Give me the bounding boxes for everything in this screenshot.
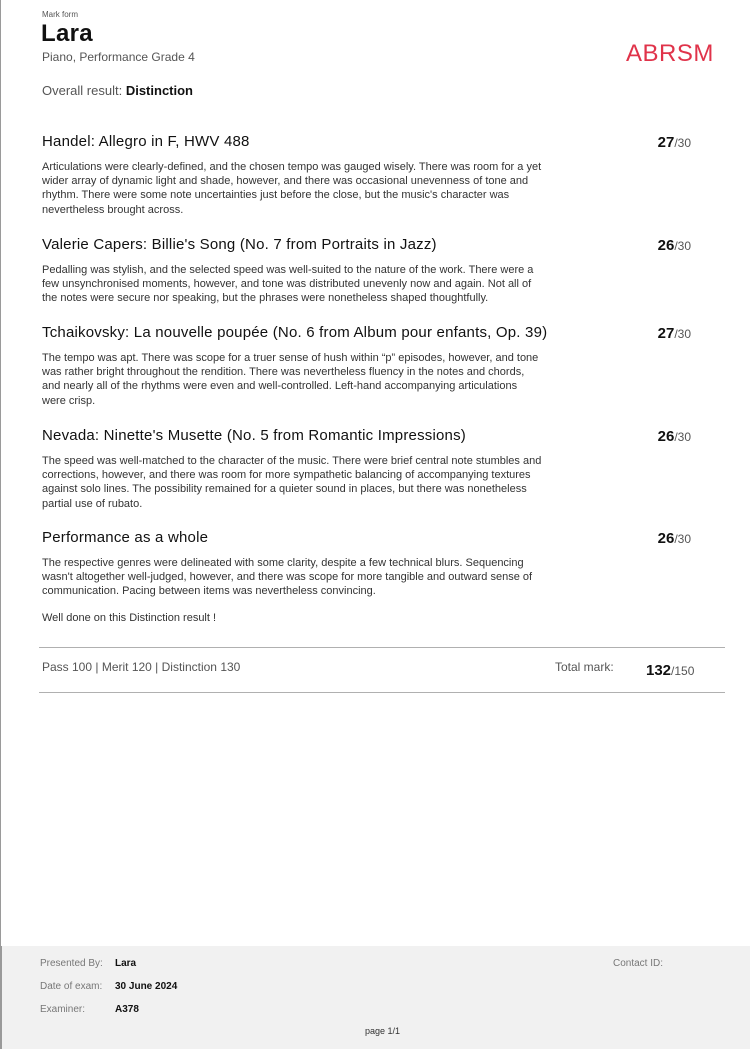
- closing-remark: Well done on this Distinction result !: [42, 612, 217, 624]
- exam-subject: Piano, Performance Grade 4: [42, 50, 195, 64]
- piece-section: [42, 427, 702, 511]
- piece-title: Performance as a whole: [42, 529, 209, 546]
- piece-score: 26: [657, 530, 675, 547]
- grade-thresholds: Pass 100 | Merit 120 | Distinction 130: [42, 660, 241, 674]
- piece-score: 27: [657, 325, 675, 342]
- piece-title: Valerie Capers: Billie's Song (No. 7 from Portraits in Jazz): [42, 236, 437, 253]
- page-number: page 1/1: [365, 1026, 401, 1036]
- piece-comment: The respective genres were delineated with some clarity, despite a few technical blurs. Sequencing wasn't altogether well-judged, however, and there was scope for more tangible and outward sense of communication. Pacing between items was nevertheless convincing.: [42, 557, 533, 598]
- piece-comment: Pedalling was stylish, and the selected speed was well-suited to the nature of the work. There were a few unsynchronised moments, however, and tone was distributed unevenly now and again. Not all of the notes were secure nor speaking, but the phrases were nonetheless shaped thoughtfully.: [42, 264, 534, 305]
- abrsm-logo: ABRSM: [626, 40, 714, 67]
- divider: [39, 692, 725, 693]
- piece-mark: [658, 530, 691, 547]
- piece-section: [42, 133, 702, 217]
- piece-mark: [658, 428, 691, 445]
- piece-comment: The speed was well-matched to the character of the music. There were brief central note stumbles and corrections, however, and there was room for more sympathetic balancing of accompanying textures against solo lines. The possibility remained for a quieter sound in places, but there was nonetheless partial use of rubato.: [42, 455, 542, 510]
- piece-section: [42, 324, 702, 408]
- overall-result-label: Overall result:: [42, 83, 123, 98]
- performance-section: [42, 529, 702, 599]
- piece-max-score: /30: [674, 430, 691, 444]
- piece-section: [42, 236, 702, 306]
- total-score: 132: [646, 662, 672, 679]
- examiner-label: Examiner:: [40, 1004, 86, 1015]
- footer: [1, 946, 750, 1049]
- piece-max-score: /30: [674, 327, 691, 341]
- piece-title: Tchaikovsky: La nouvelle poupée (No. 6 from Album pour enfants, Op. 39): [42, 324, 548, 341]
- total-mark: [646, 662, 694, 679]
- piece-score: 27: [657, 134, 675, 151]
- piece-max-score: /30: [674, 136, 691, 150]
- document-type-label: Mark form: [42, 10, 78, 19]
- piece-mark: [658, 134, 691, 151]
- piece-score: 26: [657, 237, 675, 254]
- exam-date-value: 30 June 2024: [115, 981, 178, 992]
- examiner-value: A378: [115, 1004, 139, 1015]
- piece-comment: Articulations were clearly-defined, and the chosen tempo was gauged wisely. There was room for a yet wider array of dynamic light and shade, however, and there was occasional unevenness of tone and rhythm. There were some note uncertainties just before the close, but the music's character was nevertheless brought across.: [42, 161, 542, 216]
- piece-title: Handel: Allegro in F, HWV 488: [42, 133, 250, 150]
- total-max-score: /150: [671, 664, 695, 678]
- total-mark-label: Total mark:: [555, 660, 614, 674]
- piece-comment: The tempo was apt. There was scope for a truer sense of hush within “p” episodes, however, and tone was rather bright throughout the rendition. There was nevertheless fluency in the notes and chords, and nearly all of the rhythms were even and well-controlled. Left-hand accompanying articulations were crisp.: [42, 352, 539, 407]
- presented-by-value: Lara: [115, 958, 137, 969]
- piece-title: Nevada: Ninette's Musette (No. 5 from Romantic Impressions): [42, 427, 466, 444]
- contact-id-label: Contact ID:: [613, 958, 664, 969]
- student-name: Lara: [41, 20, 93, 47]
- piece-score: 26: [657, 428, 675, 445]
- presented-by-label: Presented By:: [40, 958, 103, 969]
- divider: [39, 647, 725, 648]
- piece-mark: [658, 237, 691, 254]
- overall-result: [42, 83, 193, 98]
- exam-date-label: Date of exam:: [40, 981, 103, 992]
- piece-max-score: /30: [674, 239, 691, 253]
- piece-max-score: /30: [674, 532, 691, 546]
- overall-result-value: Distinction: [125, 83, 193, 98]
- piece-mark: [658, 325, 691, 342]
